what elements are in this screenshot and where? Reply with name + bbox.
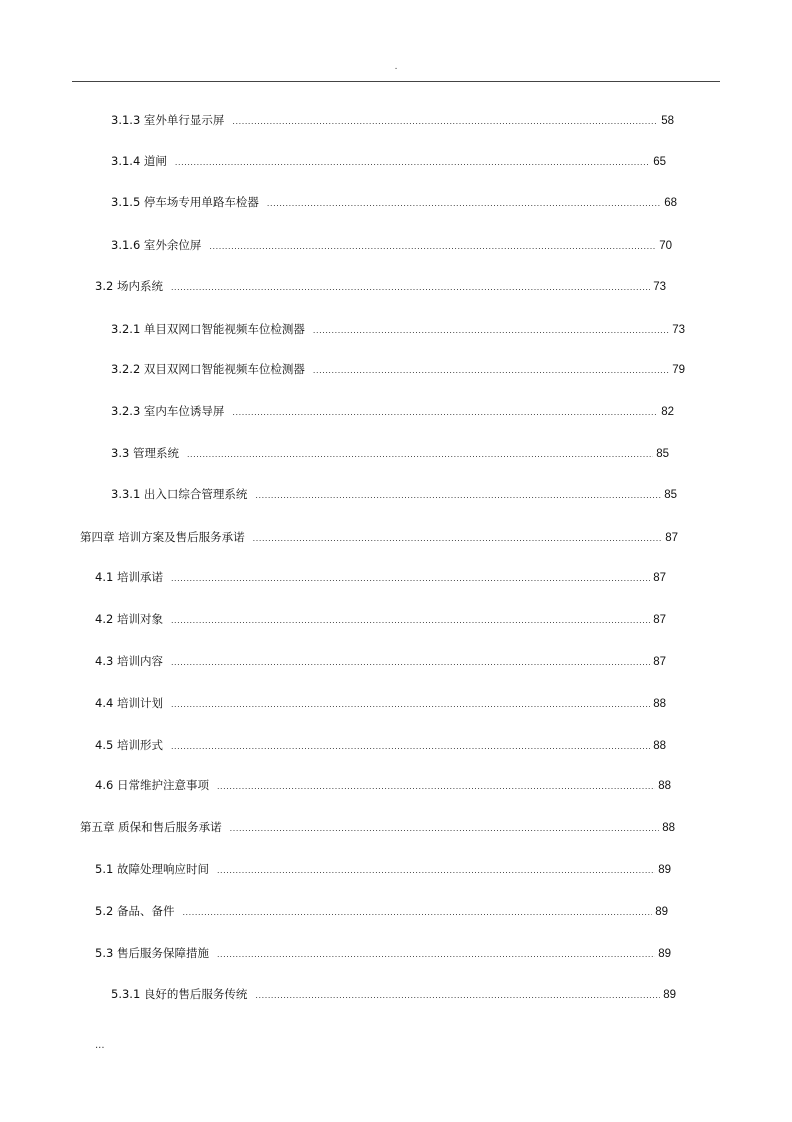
toc-entry-label: 3.3 管理系统: [111, 446, 179, 460]
toc-entry-page: 73: [672, 324, 685, 336]
toc-entry-label: 3.1.4 道闸: [111, 154, 167, 168]
toc-entry-4-2[interactable]: [95, 611, 666, 628]
toc-entry-page: 88: [662, 822, 675, 834]
toc-entry-label: 4.5 培训形式: [95, 738, 163, 752]
toc-entry-page: 65: [653, 156, 666, 168]
toc-entry-4-6[interactable]: [95, 777, 671, 794]
toc-entry-3-1-6[interactable]: [111, 237, 672, 254]
toc-leader-dots: [267, 195, 661, 211]
toc-leader-dots: [255, 987, 660, 1003]
toc-entry-page: 88: [653, 740, 666, 752]
toc-entry-3-2[interactable]: [95, 278, 666, 295]
toc-entry-label: 3.1.5 停车场专用单路车检器: [111, 195, 259, 209]
toc-leader-dots: [313, 322, 669, 338]
toc-entry-chapter-5[interactable]: [80, 819, 675, 836]
toc-entry-5-1[interactable]: [95, 861, 671, 878]
toc-leader-dots: [209, 238, 656, 254]
toc-entry-label: 5.2 备品、备件: [95, 904, 175, 918]
page-footer-ellipsis: ...: [95, 1040, 105, 1051]
toc-entry-page: 85: [656, 448, 669, 460]
toc-entry-5-3-1[interactable]: [111, 986, 676, 1003]
toc-entry-page: 70: [659, 240, 672, 252]
toc-leader-dots: [182, 904, 652, 920]
toc-entry-3-2-1[interactable]: [111, 321, 685, 338]
toc-leader-dots: [230, 820, 660, 836]
toc-entry-label: 3.1.6 室外余位屏: [111, 238, 202, 252]
toc-entry-page: 87: [653, 656, 666, 668]
toc-leader-dots: [171, 279, 650, 295]
toc-leader-dots: [171, 654, 650, 670]
toc-entry-page: 87: [653, 572, 666, 584]
toc-entry-label: 4.4 培训计划: [95, 696, 163, 710]
toc-entry-page: 58: [661, 115, 674, 127]
toc-entry-page: 89: [658, 948, 671, 960]
toc-entry-page: 89: [663, 989, 676, 1001]
toc-entry-label: 3.2.2 双目双网口智能视频车位检测器: [111, 362, 305, 376]
toc-entry-label: 4.6 日常维护注意事项: [95, 778, 209, 792]
toc-leader-dots: [232, 113, 658, 129]
toc-entry-label: 4.1 培训承诺: [95, 570, 163, 584]
toc-entry-4-1[interactable]: [95, 569, 666, 586]
toc-entry-5-2[interactable]: [95, 903, 668, 920]
toc-entry-page: 87: [653, 614, 666, 626]
toc-entry-label: 第四章 培训方案及售后服务承诺: [80, 530, 245, 544]
toc-entry-chapter-4[interactable]: [80, 529, 678, 546]
toc-entry-5-3[interactable]: [95, 945, 671, 962]
toc-leader-dots: [217, 778, 655, 794]
toc-entry-label: 5.3 售后服务保障措施: [95, 946, 209, 960]
toc-entry-label: 5.3.1 良好的售后服务传统: [111, 987, 248, 1001]
toc-leader-dots: [171, 696, 650, 712]
toc-entry-4-5[interactable]: [95, 737, 666, 754]
toc-leader-dots: [217, 862, 655, 878]
toc-leader-dots: [187, 446, 653, 462]
toc-entry-label: 5.1 故障处理响应时间: [95, 862, 209, 876]
toc-entry-4-3[interactable]: [95, 653, 666, 670]
toc-leader-dots: [313, 362, 669, 378]
toc-leader-dots: [232, 404, 658, 420]
toc-entry-label: 4.3 培训内容: [95, 654, 163, 668]
toc-entry-label: 4.2 培训对象: [95, 612, 163, 626]
toc-entry-page: 82: [661, 406, 674, 418]
toc-entry-page: 85: [664, 489, 677, 501]
toc-entry-page: 73: [653, 281, 666, 293]
toc-entry-3-3-1[interactable]: [111, 486, 677, 503]
toc-entry-3-1-4[interactable]: [111, 153, 666, 170]
toc-entry-label: 3.2.3 室内车位诱导屏: [111, 404, 225, 418]
toc-leader-dots: [253, 530, 663, 546]
toc-entry-3-3[interactable]: [111, 445, 669, 462]
toc-leader-dots: [217, 946, 655, 962]
toc-leader-dots: [171, 612, 650, 628]
toc-entry-3-1-5[interactable]: [111, 194, 677, 211]
toc-entry-page: 79: [672, 364, 685, 376]
toc-entry-label: 3.2 场内系统: [95, 279, 163, 293]
toc-entry-3-2-2[interactable]: [111, 361, 685, 378]
toc-entry-page: 68: [664, 197, 677, 209]
toc-entry-4-4[interactable]: [95, 695, 666, 712]
toc-leader-dots: [255, 487, 661, 503]
toc-entry-label: 第五章 质保和售后服务承诺: [80, 820, 222, 834]
toc-entry-page: 89: [658, 864, 671, 876]
toc-entry-page: 89: [655, 906, 668, 918]
toc-entry-label: 3.2.1 单目双网口智能视频车位检测器: [111, 322, 305, 336]
toc-leader-dots: [175, 154, 650, 170]
toc-entry-page: 87: [665, 532, 678, 544]
toc-entry-page: 88: [658, 780, 671, 792]
toc-entry-label: 3.3.1 出入口综合管理系统: [111, 487, 248, 501]
toc-entry-label: 3.1.3 室外单行显示屏: [111, 113, 225, 127]
toc-entry-page: 88: [653, 698, 666, 710]
page-header-mark: .: [394, 62, 398, 72]
toc-leader-dots: [171, 570, 650, 586]
toc-leader-dots: [171, 738, 650, 754]
toc-entry-3-2-3[interactable]: [111, 403, 674, 420]
toc-entry-3-1-3[interactable]: [111, 112, 674, 129]
